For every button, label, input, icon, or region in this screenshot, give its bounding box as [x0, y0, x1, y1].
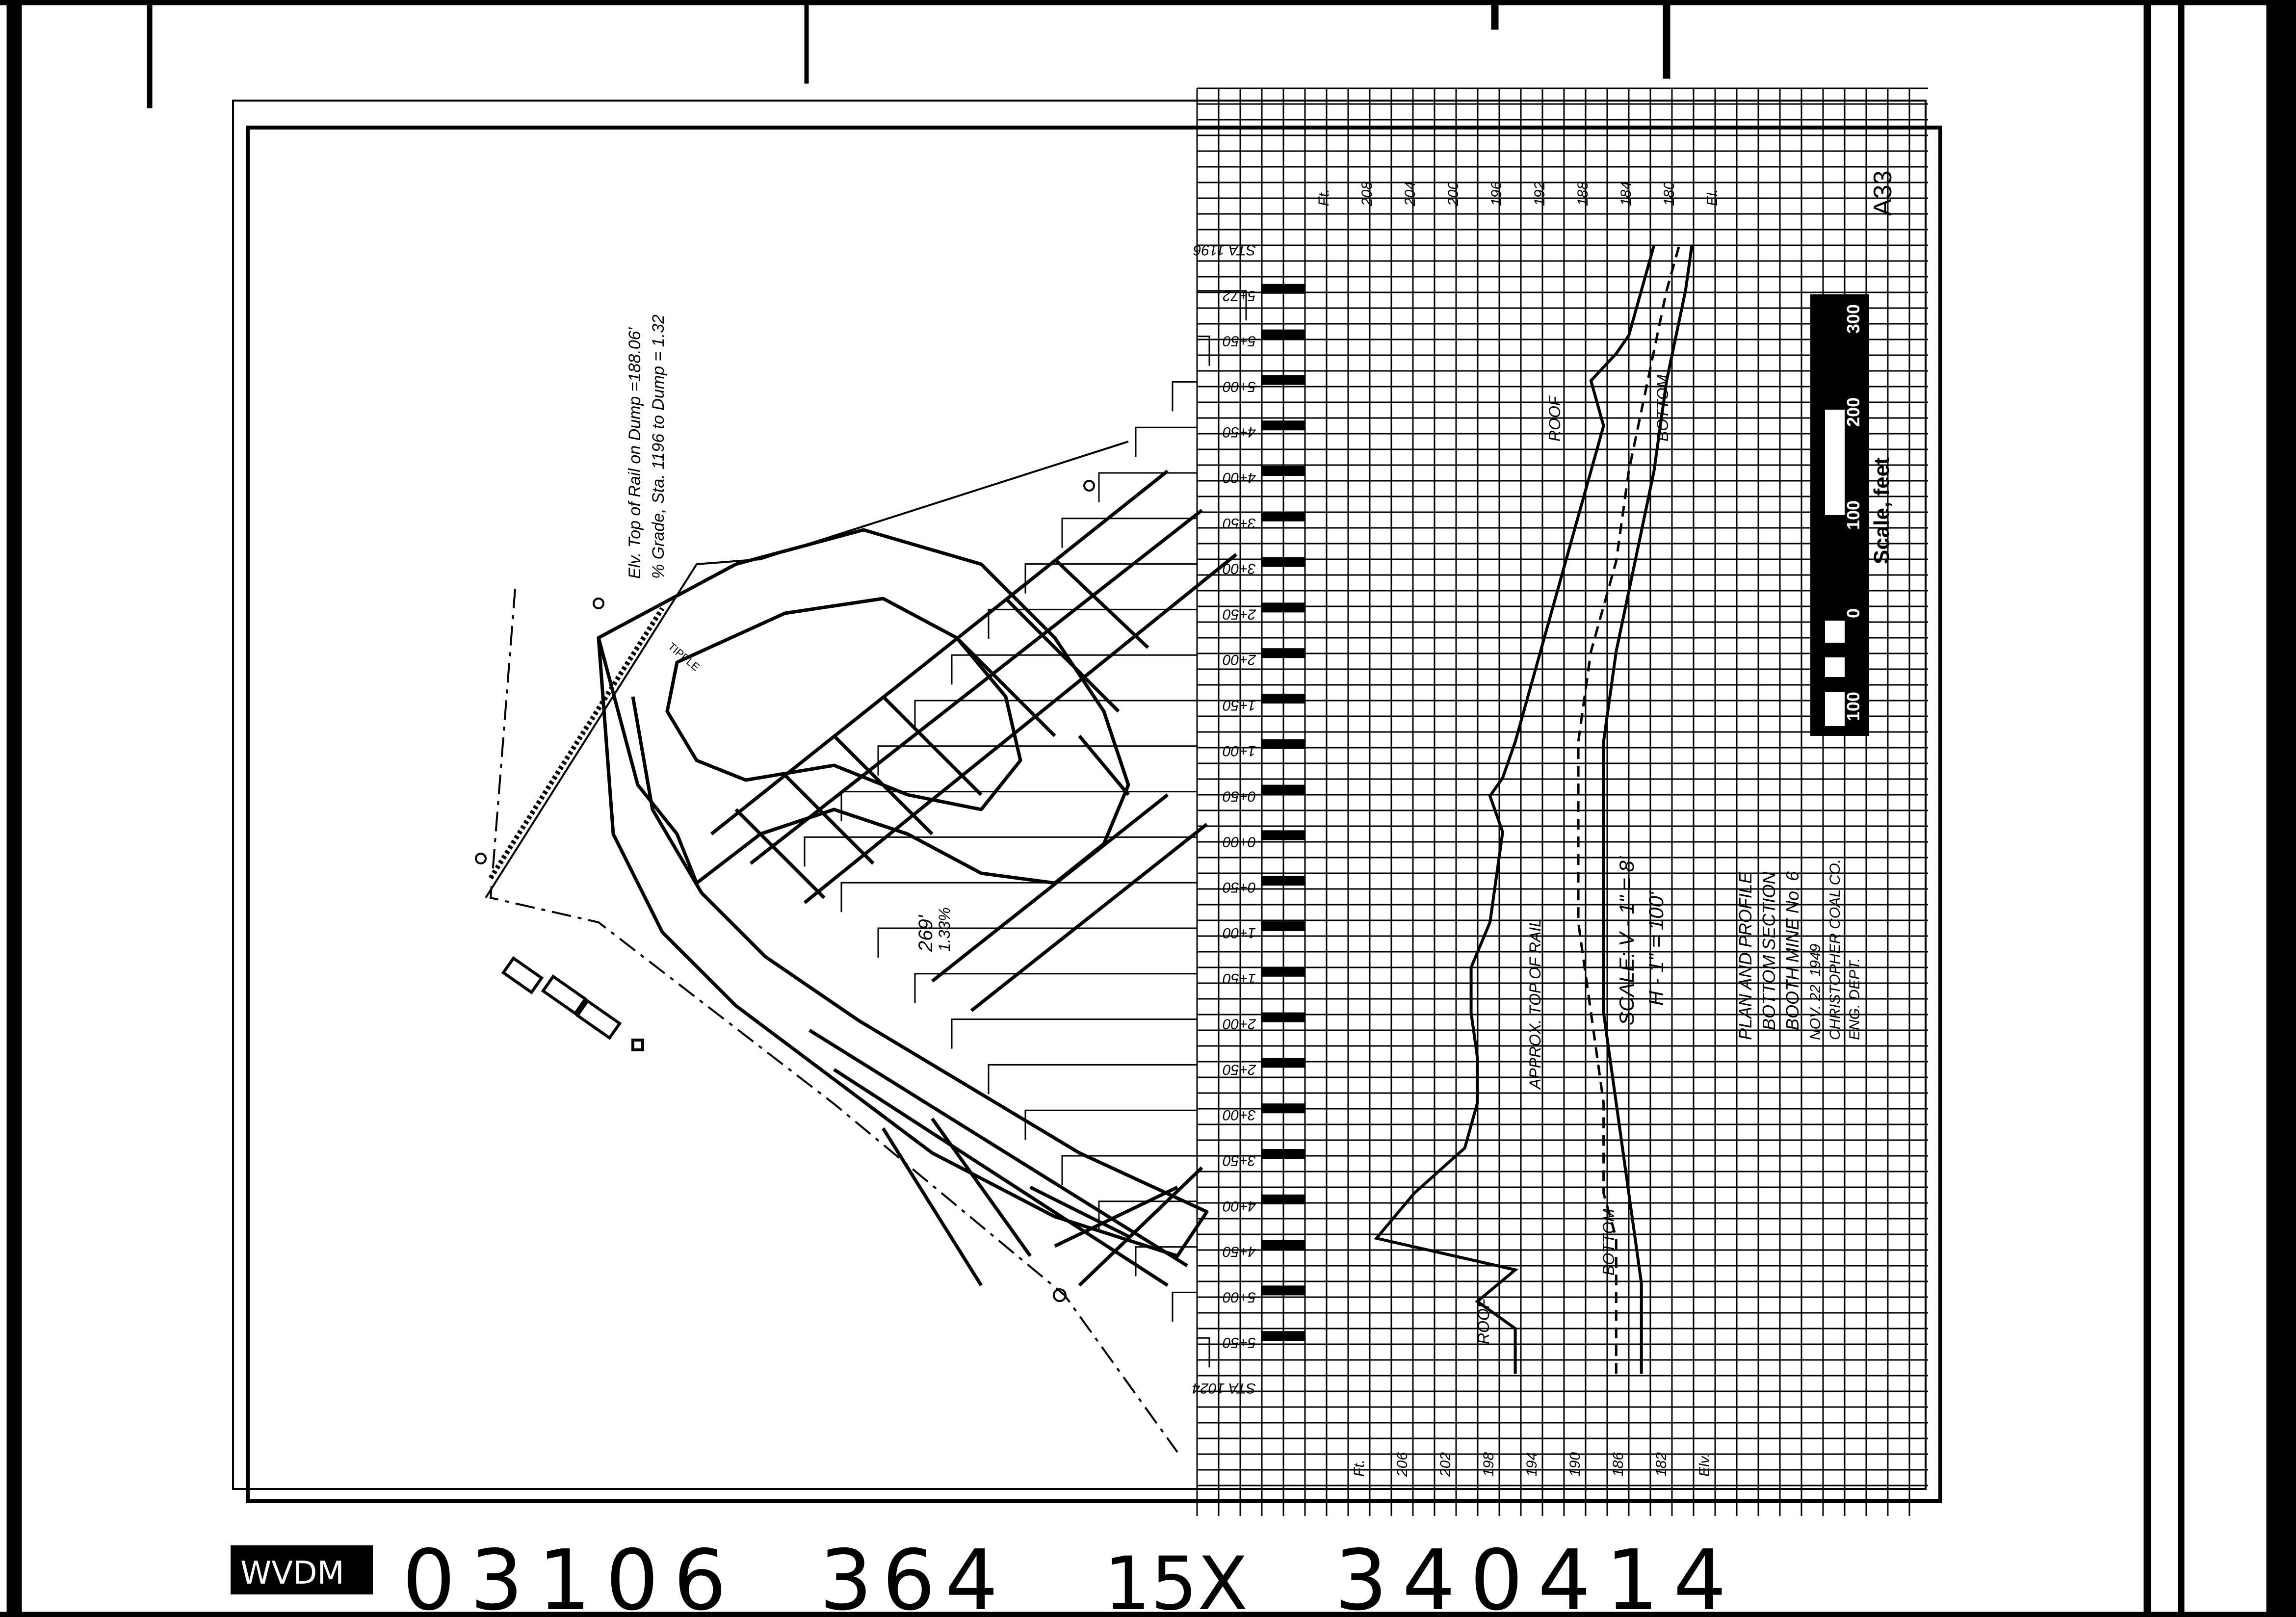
station-leader [841, 883, 1197, 912]
elevation-label-top: 192 [1532, 181, 1548, 206]
station-leader [915, 701, 1197, 730]
survey-lines [476, 442, 1177, 1452]
station-marker [1261, 330, 1305, 339]
station-label: 2+00 [1223, 1016, 1256, 1032]
elevation-label-bottom: 198 [1481, 1452, 1497, 1477]
station-label: 5+50 [1223, 1334, 1256, 1351]
station-leader [1062, 1156, 1197, 1185]
station-label: 4+50 [1223, 424, 1256, 441]
station-label: 2+00 [1223, 652, 1256, 668]
grade-note-percent: 1.33% [936, 907, 953, 952]
elevation-label-bottom: 194 [1524, 1452, 1540, 1477]
station-leader [1025, 564, 1197, 594]
surface-buildings [503, 958, 643, 1050]
title-line-1: PLAN AND PROFILE [1735, 872, 1755, 1040]
scale-tick-3: 200 [1843, 397, 1863, 427]
station-marker [1261, 739, 1305, 749]
top-of-rail-label: APPROX. TOP OF RAIL [1526, 918, 1544, 1089]
roof-label-top: ROOF [1546, 396, 1564, 442]
elevation-label-bottom: 202 [1437, 1452, 1454, 1477]
roof-line [1377, 245, 1654, 1374]
scale-tick-2: 100 [1843, 500, 1863, 530]
station-leader [1197, 1338, 1209, 1367]
profile-chart [1377, 245, 1692, 1374]
station-marker [1261, 1195, 1305, 1204]
elevation-label-bottom: 206 [1394, 1452, 1410, 1477]
elevation-label-bottom: 190 [1567, 1452, 1583, 1477]
survey-point [594, 599, 603, 608]
survey-point [476, 854, 486, 863]
grade-note [915, 907, 953, 952]
station-marker [1261, 466, 1305, 476]
bottom-line [1604, 245, 1692, 1374]
scale-bar-title: Scale, feet [1870, 457, 1894, 564]
elevation-label-bottom: Ft. [1351, 1460, 1367, 1477]
station-marker [1261, 512, 1305, 522]
title-line-4: NOV. 22, 1949 [1807, 943, 1824, 1040]
station-label: STA 1024 [1192, 1380, 1256, 1396]
film-code-1: 03106 [402, 1532, 741, 1617]
station-marker [1261, 967, 1305, 977]
station-leader [915, 974, 1197, 1003]
station-label: 5+50 [1223, 333, 1256, 349]
station-marker [1261, 648, 1305, 658]
elevation-label-top: 188 [1575, 181, 1591, 206]
scale-note [1615, 856, 1668, 1025]
elevation-label-top: 180 [1661, 181, 1677, 206]
station-marker [1261, 876, 1305, 886]
elevation-label-top: 204 [1402, 181, 1418, 206]
station-marker [1261, 921, 1305, 931]
station-leaders [805, 291, 1246, 1367]
station-label: 3+50 [1223, 1152, 1256, 1169]
elev-note-line1: Elv. Top of Rail on Dump =188.06' [626, 327, 644, 579]
station-marker [1261, 375, 1305, 385]
station-leader [989, 1065, 1197, 1094]
station-label: 3+50 [1223, 515, 1256, 531]
scale-note-vertical: SCALE: V - 1" = 8' [1615, 857, 1638, 1025]
grade-note-length: 269' [915, 915, 937, 952]
scale-note-horizontal: H - 1" = 100' [1644, 892, 1668, 1006]
station-marker [1261, 557, 1305, 567]
track-hatching [491, 608, 662, 878]
title-line-3: BOOTH MINE No. 6 [1782, 871, 1802, 1030]
station-marker [1261, 284, 1305, 294]
station-label: 5+00 [1223, 1289, 1256, 1305]
film-strip [231, 1532, 1741, 1617]
station-marker [1261, 1103, 1305, 1113]
elevation-label-bottom: 182 [1653, 1452, 1670, 1477]
elevation-labels-top [1316, 182, 1721, 207]
station-marker [1261, 785, 1305, 795]
station-label: STA 1196 [1193, 242, 1256, 258]
elevation-label-top: 200 [1445, 181, 1461, 206]
station-leader [1062, 519, 1197, 548]
station-label: 0+50 [1223, 879, 1256, 896]
elevation-label-top: 208 [1359, 181, 1375, 206]
station-label: 1+00 [1223, 742, 1256, 759]
mine-plan [599, 471, 1236, 1285]
station-labels [1192, 242, 1305, 1396]
station-marker [1261, 694, 1305, 704]
station-marker [1261, 420, 1305, 430]
scale-tick-4: 300 [1843, 304, 1863, 334]
station-marker [1261, 1149, 1305, 1159]
title-line-5: CHRISTOPHER COAL CO. [1827, 859, 1843, 1040]
station-leader [1173, 1292, 1197, 1322]
drawing-frame [233, 101, 1940, 1501]
station-label: 1+00 [1223, 925, 1256, 941]
station-label: 4+00 [1223, 1198, 1256, 1214]
station-leader [1197, 337, 1209, 366]
film-code-2: 364 [819, 1532, 1008, 1617]
title-line-6: ENG. DEPT. [1847, 958, 1863, 1040]
elevation-label-bottom: Elv. [1696, 1453, 1713, 1477]
title-block [1735, 859, 1863, 1040]
elevation-label-bottom: 186 [1610, 1452, 1626, 1477]
survey-point [1084, 481, 1094, 491]
station-label: 5+00 [1223, 378, 1256, 395]
station-marker [1261, 1331, 1305, 1341]
station-label: 5+72 [1223, 287, 1256, 304]
elev-note-line2: % Grade, Sta. 1196 to Dump = 1.32 [649, 314, 668, 579]
station-marker [1261, 1285, 1305, 1295]
bottom-label-bottom: BOTTOM [1600, 1208, 1618, 1276]
roof-label-bottom: ROOF [1475, 1299, 1492, 1344]
station-marker [1261, 1058, 1305, 1068]
elevation-label-top: 184 [1618, 181, 1634, 206]
elevation-labels-bottom [1351, 1452, 1713, 1477]
elevation-note [626, 314, 668, 579]
film-code-4: 340414 [1334, 1532, 1741, 1617]
elevation-label-top: Ft. [1316, 189, 1332, 206]
sheet-id: A33 [1869, 170, 1897, 216]
station-label: 4+50 [1223, 1243, 1256, 1260]
station-leader [1173, 382, 1197, 411]
station-label: 0+00 [1223, 834, 1256, 850]
station-leader [952, 1019, 1197, 1049]
station-label: 2+50 [1223, 606, 1256, 623]
station-label: 3+00 [1223, 1107, 1256, 1123]
elevation-label-top: El. [1704, 188, 1721, 206]
station-marker [1261, 1240, 1305, 1250]
title-line-2: BOTTOM SECTION [1759, 871, 1779, 1030]
station-label: 4+00 [1223, 469, 1256, 486]
station-marker [1261, 1013, 1305, 1022]
elevation-label-top: 196 [1488, 181, 1505, 206]
scale-tick-0: 100 [1843, 691, 1863, 721]
film-badge: WVDM [240, 1555, 344, 1591]
station-label: 0+50 [1223, 788, 1256, 805]
tipple-label: TIPPLE [665, 640, 702, 674]
station-marker [1261, 602, 1305, 612]
station-label: 1+50 [1223, 970, 1256, 987]
film-code-3: 15X [1104, 1541, 1248, 1617]
rail-to-dump [486, 442, 1128, 898]
station-label: 2+50 [1223, 1061, 1256, 1078]
upper-diagonal-entries [711, 471, 1236, 1011]
scale-tick-1: 0 [1843, 608, 1863, 618]
station-leader [878, 746, 1197, 776]
lower-main-entry [599, 638, 1207, 1256]
station-leader [1136, 427, 1197, 457]
station-marker [1261, 830, 1305, 840]
station-label: 1+50 [1223, 697, 1256, 713]
bottom-label-top: BOTTOM [1654, 374, 1671, 442]
station-label: 3+00 [1223, 560, 1256, 577]
